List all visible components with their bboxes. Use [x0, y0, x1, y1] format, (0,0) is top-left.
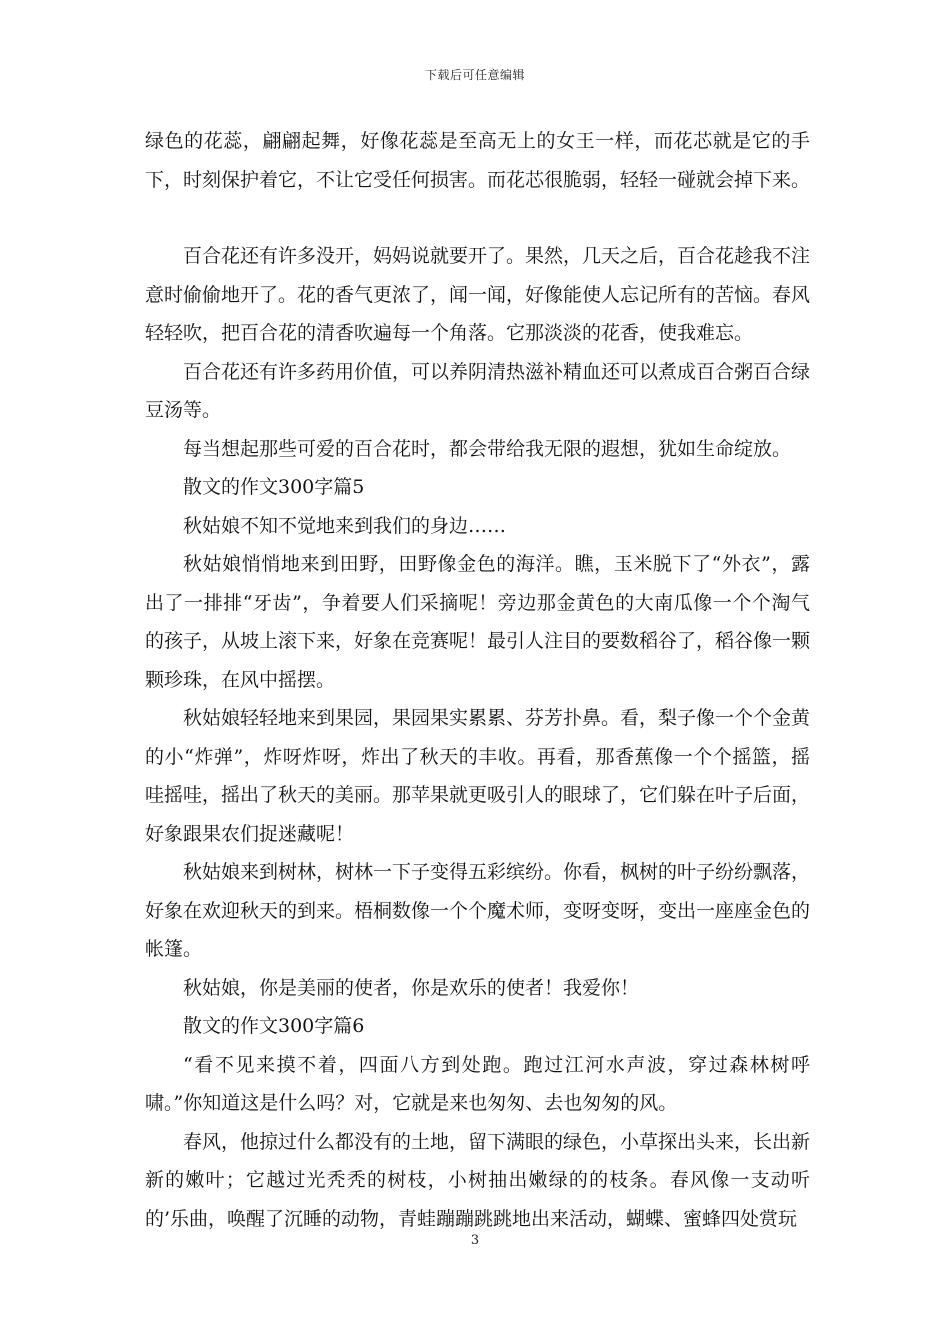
page-header: 下载后可任意编辑	[424, 68, 525, 82]
page-number: 3	[470, 1233, 480, 1248]
document-body	[145, 122, 810, 1238]
paragraph-6: 秋姑娘不知不觉地来到我们的身边……	[183, 514, 507, 537]
paragraph-7: 秋姑娘悄悄地来到田野，田野像金色的海洋。瞧，玉米脱下了“外衣”，露出了一排排“牙齿”，争着要人们采摘呢！旁边那金黄色的大南瓜像一个个淘气的孩子，从坡上滚下来，好象在竞赛呢！最引人注目的要数稻谷了，稻谷像一颗颗珍珠，在风中摇摆。	[145, 553, 811, 691]
paragraph-4: 每当想起那些可爱的百合花时，都会带给我无限的遐想，犹如生命绽放。	[183, 437, 792, 460]
paragraph-13: 春风，他掠过什么都没有的土地，留下满眼的绿色，小草探出头来，长出新新的嫩叶；它越过光秃秃的树枝，小树抽出嫩绿的的枝条。春风像一支动听的’乐曲，唤醒了沉睡的动物，青蛙蹦蹦跳跳地出来活动，蝴蝶、蜜蜂四处赏玩	[145, 1130, 811, 1230]
paragraph-10: 秋姑娘，你是美丽的使者，你是欢乐的使者！我爱你！	[183, 976, 640, 999]
paragraph-12: “看不见来摸不着，四面八方到处跑。跑过江河水声波，穿过森林树呼啸。”你知道这是什么吗？对，它就是来也匆匆、去也匆匆的风。	[145, 1053, 810, 1114]
paragraph-1: 绿色的花蕊，翩翩起舞，好像花蕊是至高无上的女王一样，而花芯就是它的手下，时刻保护着它，不让它受任何损害。而花芯很脆弱，轻轻一碰就会掉下来。	[145, 130, 811, 191]
paragraph-2: 百合花还有许多没开，妈妈说就要开了。果然，几天之后，百合花趁我不注意时偷偷地开了。花的香气更浓了，闻一闻，好像能使人忘记所有的苦恼。春风轻轻吹，把百合花的清香吹遍每一个角落。它那淡淡的花香，使我难忘。	[145, 245, 811, 344]
paragraph-8: 秋姑娘轻轻地来到果园，果园果实累累、芬芳扑鼻。看，梨子像一个个金黄的小“炸弹”，炸呀炸呀，炸出了秋天的丰收。再看，那香蕉像一个个摇篮，摇哇摇哇，摇出了秋天的美丽。那苹果就更吸引人的眼球了，它们躲在叶子后面，好象跟果农们捉迷藏呢！	[145, 707, 811, 845]
paragraph-3: 百合花还有许多药用价值，可以养阴清热滋补精血还可以煮成百合粥百合绿豆汤等。	[145, 360, 811, 421]
paragraph-9: 秋姑娘来到树林，树林一下子变得五彩缤纷。你看，枫树的叶子纷纷飘落，好象在欢迎秋天的到来。梧桐数像一个个魔术师，变呀变呀，变出一座座金色的帐篷。	[145, 861, 811, 960]
section-heading-6: 散文的作文300字篇6	[183, 1015, 365, 1037]
section-heading-5: 散文的作文300字篇5	[183, 476, 365, 498]
